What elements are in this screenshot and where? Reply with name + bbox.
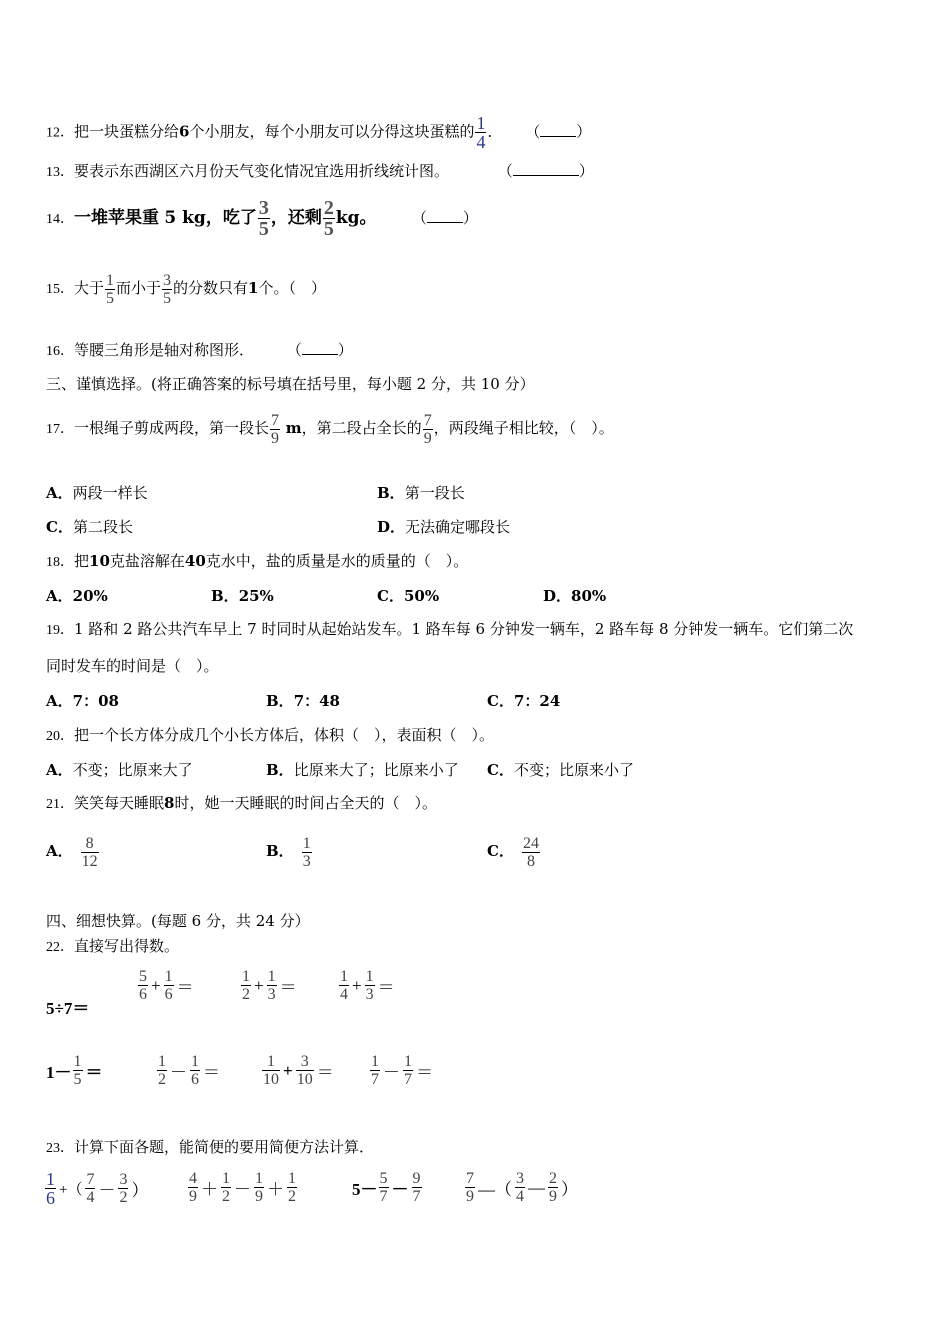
option-b[interactable]: B．25% — [211, 587, 274, 605]
answer-blank[interactable] — [513, 163, 579, 176]
option-a[interactable]: A．两段一样长 — [46, 484, 148, 502]
fraction: $\frac{7}{9}$ — [423, 411, 432, 447]
question-12: 12．把一块蛋糕分给6个小朋友，每个小朋友可以分得这块蛋糕的 $\frac{1}{4}$ ． （ ） — [46, 113, 592, 152]
question-number: 12． — [46, 125, 74, 141]
option-b[interactable]: B． $\frac{1}{3}$ — [266, 834, 311, 870]
question-15: 15．大于 $\frac{1}{5}$ 而小于 $\frac{3}{5}$ 的分数只有1个。（ ） — [46, 271, 326, 307]
option-a[interactable]: A．不变；比原来大了 — [46, 761, 193, 779]
expression: 1－ $\frac{1}{5}$ ＝ — [46, 1053, 103, 1088]
question-22: 22．直接写出得数。 — [46, 937, 180, 955]
option-c[interactable]: C．不变；比原来小了 — [487, 761, 634, 779]
expression: $\frac{4}{9}$ ＋ $\frac{1}{2}$ － $\frac{1}{9}$ ＋ $\frac{1}{2}$ — [189, 1170, 296, 1205]
question-13: 13．要表示东西湖区六月份天气变化情况宜选用折线统计图。 （ ） — [46, 162, 594, 180]
question-14: 14．一堆苹果重 5 kg，吃了 $\frac{3}{5}$ ，还剩 $\frac{2}{5}$ kg。 （ ） — [46, 197, 478, 240]
answer-blank[interactable] — [302, 342, 338, 355]
section-4-heading: 四、细想快算。(每题 6 分，共 24 分） — [46, 912, 310, 930]
fraction: $\frac{1}{3}$ — [302, 834, 311, 870]
expression: 5－ $\frac{5}{7}$ － $\frac{9}{7}$ — [352, 1170, 421, 1205]
fraction: $\frac{1}{5}$ — [106, 271, 115, 307]
expression: $\frac{1}{6}$ +（ $\frac{7}{4}$ － $\frac{3}{2}$ ） — [46, 1169, 149, 1208]
expression: $\frac{7}{9}$ —（ $\frac{3}{4}$ — $\frac{2}{9}$ ） — [466, 1170, 578, 1205]
expression: $\frac{1}{10}$ + $\frac{3}{10}$ ＝ — [263, 1053, 334, 1088]
option-a[interactable]: A．20% — [46, 587, 108, 605]
section-3-heading: 三、谨慎选择。(将正确答案的标号填在括号里，每小题 2 分，共 10 分） — [46, 375, 535, 393]
expression: $\frac{1}{4}$ + $\frac{1}{3}$ ＝ — [340, 968, 395, 1003]
option-b[interactable]: B．7：48 — [266, 692, 340, 710]
fraction: $\frac{3}{5}$ — [258, 197, 269, 240]
expression: $\frac{1}{2}$ － $\frac{1}{6}$ ＝ — [158, 1053, 220, 1088]
question-23: 23．计算下面各题，能简便的要用简便方法计算． — [46, 1138, 375, 1156]
expression: $\frac{1}{7}$ － $\frac{1}{7}$ ＝ — [371, 1053, 433, 1088]
expression: $\frac{5}{6}$ + $\frac{1}{6}$ ＝ — [139, 968, 194, 1003]
expression: $\frac{1}{2}$ + $\frac{1}{3}$ ＝ — [242, 968, 297, 1003]
option-a[interactable]: A． $\frac{8}{12}$ — [46, 834, 98, 870]
option-d[interactable]: D．无法确定哪段长 — [377, 518, 511, 536]
expression: 5÷7＝ — [46, 999, 90, 1018]
fraction: $\frac{8}{12}$ — [81, 834, 98, 870]
question-20: 20．把一个长方体分成几个小长方体后，体积（ ），表面积（ ）。 — [46, 726, 495, 744]
option-a[interactable]: A．7：08 — [46, 692, 119, 710]
question-18: 18．把10克盐溶解在40克水中，盐的质量是水的质量的（ ）。 — [46, 552, 469, 570]
question-21: 21．笑笑每天睡眠8时，她一天睡眠的时间占全天的（ ）。 — [46, 794, 437, 812]
question-19-line2: 同时发车的时间是（ ）。 — [46, 657, 219, 675]
option-d[interactable]: D．80% — [543, 587, 607, 605]
answer-blank[interactable] — [540, 124, 576, 137]
option-b[interactable]: B．比原来大了；比原来小了 — [266, 761, 459, 779]
fraction: $\frac{1}{4}$ — [476, 113, 486, 152]
fraction: $\frac{2}{5}$ — [323, 197, 334, 240]
question-16: 16．等腰三角形是轴对称图形． （ ） — [46, 341, 353, 359]
option-c[interactable]: C．第二段长 — [46, 518, 133, 536]
option-c[interactable]: C． $\frac{24}{8}$ — [487, 834, 539, 870]
question-19: 19．1 路和 2 路公共汽车早上 7 时同时从起始站发车。1 路车每 6 分钟发一辆车，2 路车每 8 分钟发一辆车。它们第二次 — [46, 620, 854, 638]
option-c[interactable]: C．50% — [377, 587, 440, 605]
fraction: $\frac{24}{8}$ — [522, 834, 539, 870]
fraction: $\frac{3}{5}$ — [163, 271, 172, 307]
question-17: 17．一根绳子剪成两段，第一段长 $\frac{7}{9}$ m，第二段占全长的 $\frac{7}{9}$ ，两段绳子相比较，（ ）。 — [46, 411, 614, 447]
option-c[interactable]: C．7：24 — [487, 692, 561, 710]
option-b[interactable]: B．第一段长 — [377, 484, 465, 502]
fraction: $\frac{7}{9}$ — [271, 411, 280, 447]
answer-blank[interactable] — [427, 210, 463, 223]
